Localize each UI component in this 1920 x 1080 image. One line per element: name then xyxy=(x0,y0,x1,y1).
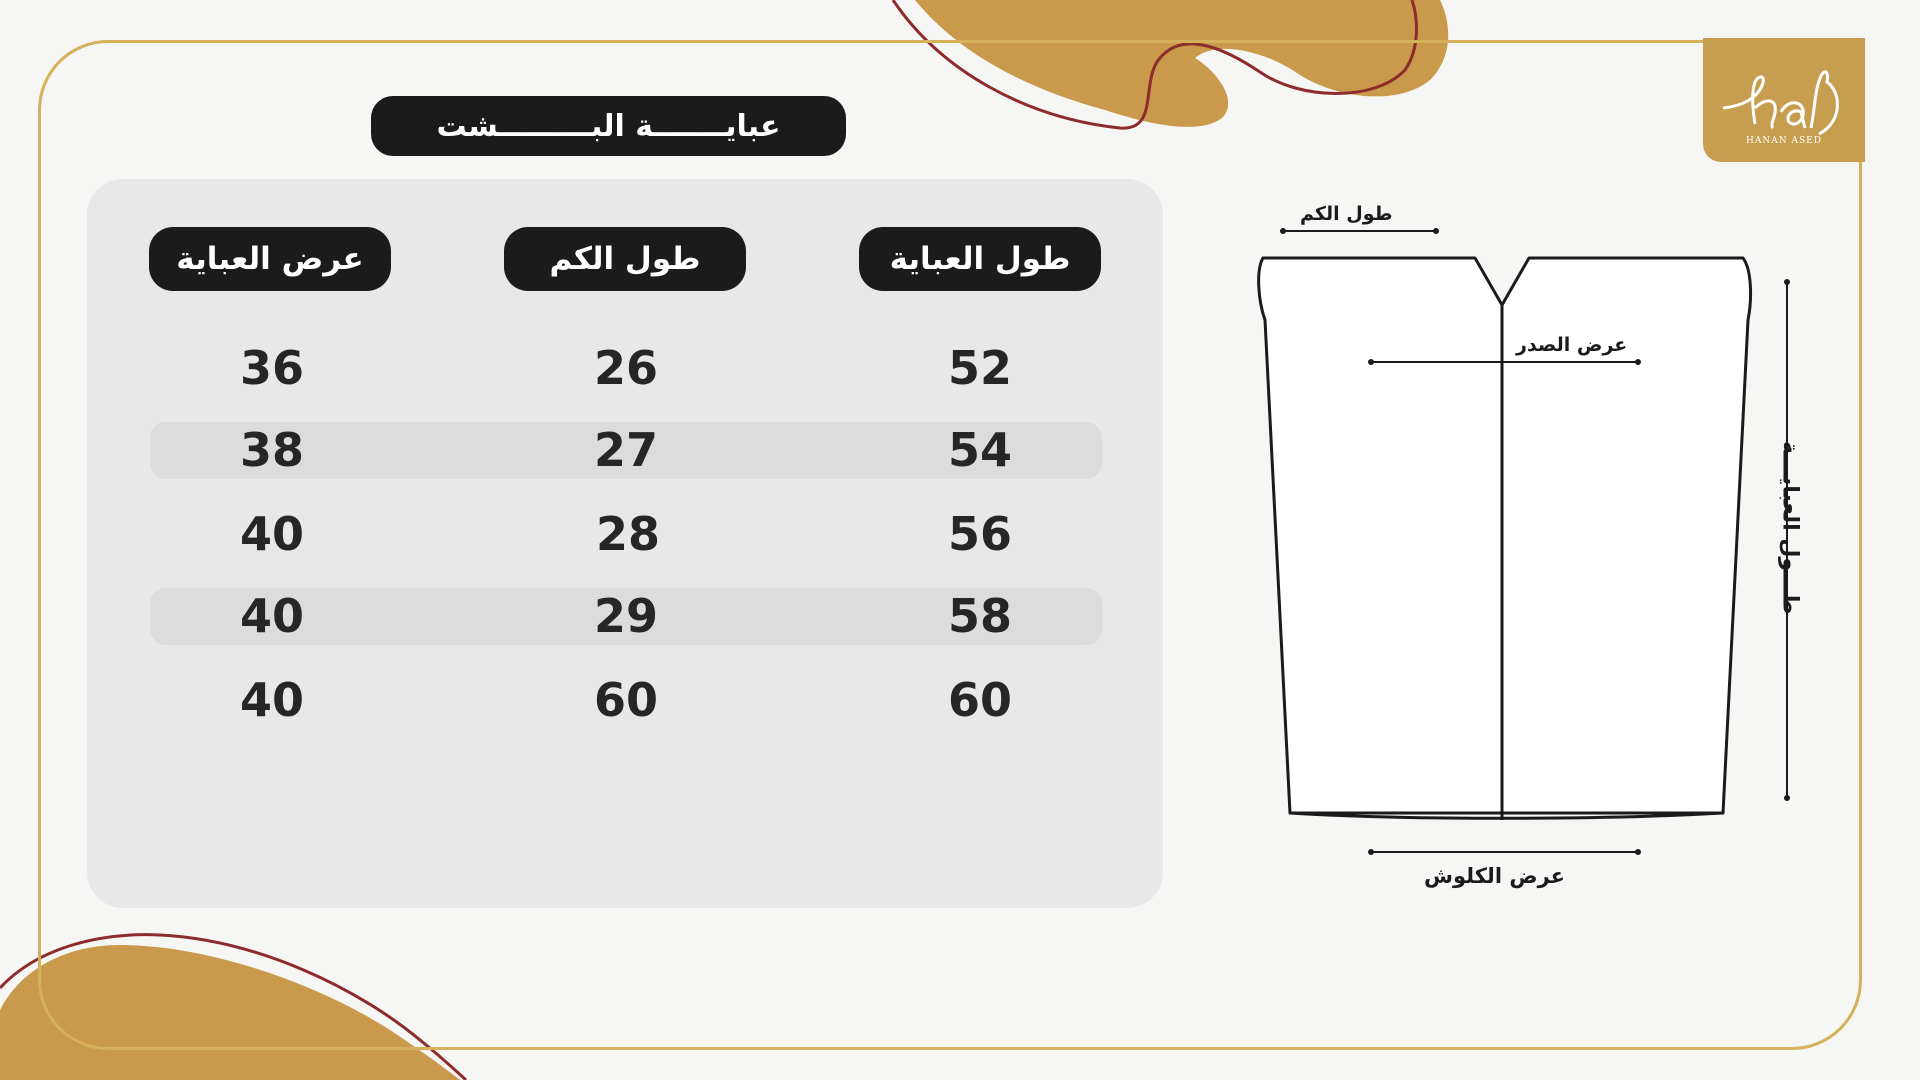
dimension-end-dot xyxy=(1280,228,1286,234)
cell-abaya-width: 38 xyxy=(239,423,304,477)
cell-sleeve-length: 60 xyxy=(593,673,658,727)
dimension-end-dot xyxy=(1368,849,1374,855)
cell-sleeve-length: 28 xyxy=(595,507,660,561)
chest-width-label: عرض الصدر xyxy=(1516,334,1628,356)
dimension-end-dot xyxy=(1635,359,1641,365)
page-title: عبايـــــــة البـــــــــشت xyxy=(371,96,846,156)
cell-sleeve-length: 29 xyxy=(593,589,658,643)
cell-abaya-length: 52 xyxy=(947,341,1012,395)
sleeve-length-label: طول الكم xyxy=(1300,203,1393,225)
dimension-end-dot xyxy=(1784,795,1790,801)
dimension-end-dot xyxy=(1635,849,1641,855)
dimension-end-dot xyxy=(1784,279,1790,285)
cell-sleeve-length: 26 xyxy=(593,341,658,395)
cell-sleeve-length: 27 xyxy=(593,423,658,477)
cell-abaya-width: 40 xyxy=(239,589,304,643)
logo-brand-text: HANAN ASED xyxy=(1746,136,1822,146)
header-abaya-length: طول العباية xyxy=(859,227,1101,291)
abaya-outline xyxy=(1259,258,1751,813)
cell-abaya-length: 56 xyxy=(947,507,1012,561)
cell-abaya-length: 54 xyxy=(947,423,1012,477)
header-abaya-width: عرض العباية xyxy=(149,227,391,291)
cell-abaya-length: 60 xyxy=(947,673,1012,727)
abaya-length-label: طـــول العبايـــة xyxy=(1777,441,1803,615)
dimension-end-dot xyxy=(1368,359,1374,365)
cell-abaya-width: 40 xyxy=(239,673,304,727)
dimension-end-dot xyxy=(1433,228,1439,234)
cell-abaya-width: 40 xyxy=(239,507,304,561)
cell-abaya-width: 36 xyxy=(239,341,304,395)
hem-width-label: عرض الكلوش xyxy=(1424,864,1565,888)
cell-abaya-length: 58 xyxy=(947,589,1012,643)
header-sleeve-length: طول الكم xyxy=(504,227,746,291)
